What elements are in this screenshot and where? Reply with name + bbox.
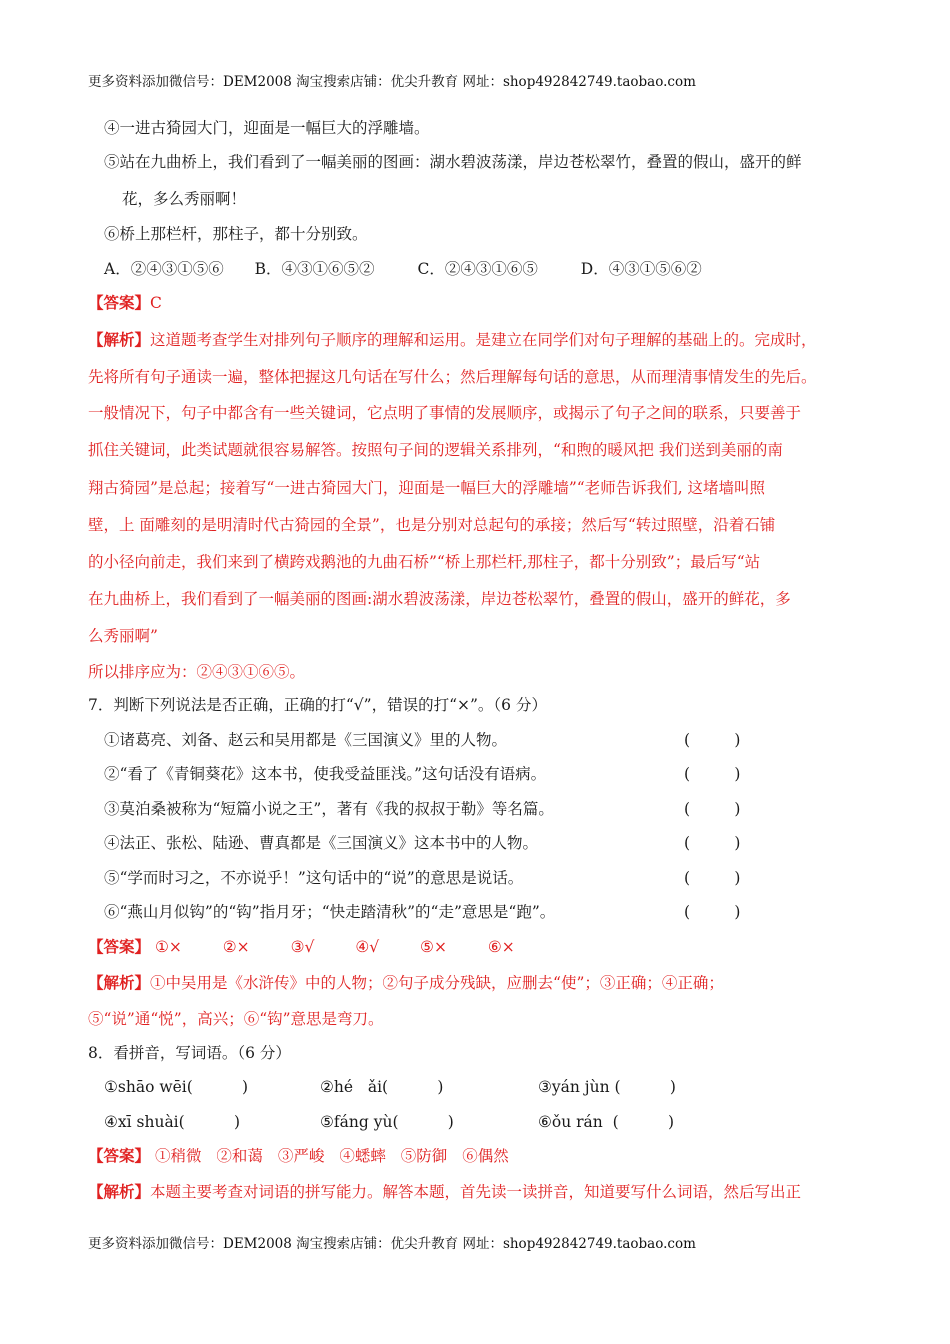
answer-item: ④蟋蟀 xyxy=(339,1147,386,1165)
analysis-tag: 【解析】 xyxy=(88,330,151,349)
sentence-5-line2: 花，多么秀丽啊！ xyxy=(122,190,247,208)
answer-blank[interactable]: ( ) xyxy=(684,903,741,921)
q7-analysis-line: ⑤“说”通“悦”，高兴；⑥“钩”意思是弯刀。 xyxy=(88,1010,384,1028)
answer-blank[interactable]: ( ) xyxy=(684,800,741,818)
q6-analysis-line xyxy=(88,330,817,350)
analysis-text: ①中吴用是《水浒传》中的人物；②句子成分残缺，应删去“使”；③正确；④正确； xyxy=(150,974,724,992)
option-b: B．④③①⑥⑤② xyxy=(254,260,375,278)
analysis-tag: 【解析】 xyxy=(88,1182,151,1201)
q7-title: 7．判断下列说法是否正确，正确的打“√”，错误的打“×”。（6 分） xyxy=(88,696,547,714)
answer-item: ①稍微 xyxy=(154,1147,202,1165)
q6-analysis-line: 翔古猗园”是总起；接着写“一进古猗园大门，迎面是一幅巨大的浮雕墙”“老师告诉我们, 这堵墙叫照 xyxy=(88,479,766,497)
pinyin-item: ②hé ǎi( ) xyxy=(320,1078,444,1096)
q7-item: ③莫泊桑被称为“短篇小说之王”，著有《我的叔叔于勒》等名篇。 xyxy=(104,800,554,818)
answer-blank[interactable]: ( ) xyxy=(684,731,741,749)
q8-row1 xyxy=(104,1077,676,1097)
q7-answer xyxy=(88,937,551,957)
q6-answer xyxy=(88,293,162,313)
answer-item: ①× xyxy=(154,938,182,956)
answer-tag: 【答案】 xyxy=(88,937,151,956)
option-a: A．②④③①⑤⑥ xyxy=(104,260,224,278)
answer-item: ⑥偶然 xyxy=(462,1147,509,1165)
q6-analysis-line: 么秀丽啊” xyxy=(88,627,158,645)
q6-conclusion: 所以排序应为：②④③①⑥⑤。 xyxy=(88,663,306,681)
analysis-tag: 【解析】 xyxy=(88,973,151,992)
q7-analysis-line xyxy=(88,973,724,993)
q8-analysis-line xyxy=(88,1182,801,1202)
pinyin-item: ③yán jùn ( ) xyxy=(538,1078,676,1096)
q7-item: ⑥“燕山月似钩”的“钩”指月牙；“快走踏清秋”的“走”意思是“跑”。 xyxy=(104,903,556,921)
q6-analysis-line: 先将所有句子通读一遍，整体把握这几句话在写什么；然后理解每句话的意思，从而理清事情发生的先后。 xyxy=(88,368,817,386)
pinyin-item: ④xī shuài( ) xyxy=(104,1113,241,1131)
q6-analysis-line: 一般情况下，句子中都含有一些关键词，它点明了事情的发展顺序，或揭示了句子之间的联系，只要善于 xyxy=(88,404,802,422)
q6-analysis-line: 抓住关键词，此类试题就很容易解答。按照句子间的逻辑关系排列，“和煦的暖风把 我们送到美丽的南 xyxy=(88,441,783,459)
q6-options xyxy=(104,259,728,279)
answer-item: ②× xyxy=(222,938,250,956)
q6-analysis-line: 壁，上 面雕刻的是明清时代古猗园的全景”，也是分别对总起句的承接；然后写“转过照壁，沿着石铺 xyxy=(88,516,776,534)
sentence-6: ⑥桥上那栏杆，那柱子，都十分别致。 xyxy=(104,225,368,243)
answer-item: ②和蔼 xyxy=(216,1147,263,1165)
answer-blank[interactable]: ( ) xyxy=(684,869,741,887)
q7-item: ④法正、张松、陆逊、曹真都是《三国演义》这本书中的人物。 xyxy=(104,834,539,852)
answer-value: C xyxy=(150,294,162,312)
q8-title: 8．看拼音，写词语。（6 分） xyxy=(88,1044,291,1062)
analysis-text: 这道题考查学生对排列句子顺序的理解和运用。是建立在同学们对句子理解的基础上的。完成时， xyxy=(150,331,817,349)
pinyin-item: ①shāo wēi( ) xyxy=(104,1078,249,1096)
page-footer: 更多资料添加微信号：DEM2008 淘宝搜索店铺：优尖升教育 网址：shop492842749.taobao.com xyxy=(88,1236,696,1252)
sentence-4: ④一进古猗园大门，迎面是一幅巨大的浮雕墙。 xyxy=(104,119,430,137)
q7-item: ②“看了《青铜葵花》这本书，使我受益匪浅。”这句话没有语病。 xyxy=(104,765,547,783)
q6-analysis-line: 的小径向前走，我们来到了横跨戏鹅池的九曲石桥”“桥上那栏杆,那柱子，都十分别致”；最后写“站 xyxy=(88,553,761,571)
option-d: D．④③①⑤⑥② xyxy=(580,260,702,278)
answer-item: ③严峻 xyxy=(277,1147,325,1165)
q7-item: ①诸葛亮、刘备、赵云和吴用都是《三国演义》里的人物。 xyxy=(104,731,508,749)
pinyin-item: ⑤fáng yù( ) xyxy=(320,1113,454,1131)
sentence-5-line1: ⑤站在九曲桥上，我们看到了一幅美丽的图画：湖水碧波荡漾，岸边苍松翠竹，叠置的假山，盛开的鲜 xyxy=(104,153,802,171)
q6-analysis-line: 在九曲桥上，我们看到了一幅美丽的图画:湖水碧波荡漾，岸边苍松翠竹，叠置的假山，盛开的鲜花，多 xyxy=(88,590,791,608)
q7-item: ⑤“学而时习之，不亦说乎！”这句话中的“说”的意思是说话。 xyxy=(104,869,524,887)
answer-tag: 【答案】 xyxy=(88,293,151,312)
answer-tag: 【答案】 xyxy=(88,1146,151,1165)
pinyin-item: ⑥ǒu rán ( ) xyxy=(538,1113,674,1131)
answer-item: ⑤防御 xyxy=(400,1147,448,1165)
answer-item: ④√ xyxy=(355,938,380,956)
page-header: 更多资料添加微信号：DEM2008 淘宝搜索店铺：优尖升教育 网址：shop492842749.taobao.com xyxy=(88,74,696,90)
answer-blank[interactable]: ( ) xyxy=(684,765,741,783)
answer-blank[interactable]: ( ) xyxy=(684,834,741,852)
answer-item: ③√ xyxy=(290,938,315,956)
q8-row2 xyxy=(104,1112,674,1132)
q8-answer xyxy=(88,1146,509,1166)
answer-item: ⑤× xyxy=(420,938,447,956)
answer-item: ⑥× xyxy=(487,938,515,956)
analysis-text: 本题主要考查对词语的拼写能力。解答本题，首先读一读拼音，知道要写什么词语，然后写出正 xyxy=(150,1183,802,1201)
option-c: C．②④③①⑥⑤ xyxy=(417,260,538,278)
